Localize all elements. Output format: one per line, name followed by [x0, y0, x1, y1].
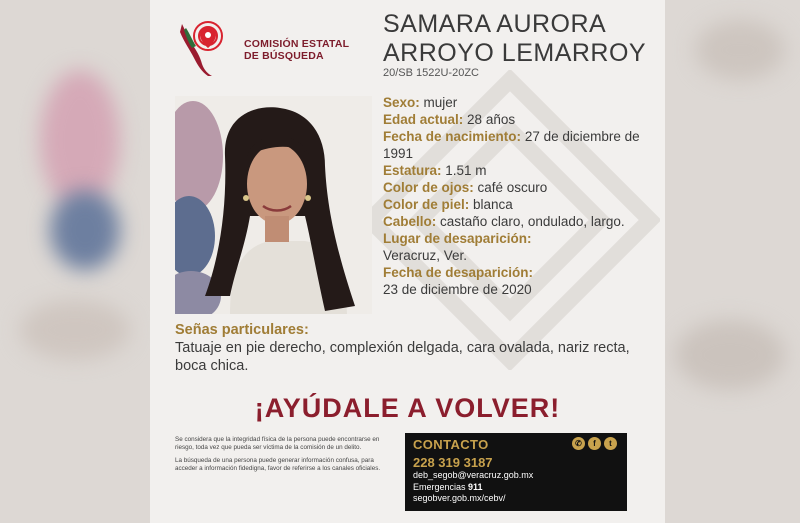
logo-line1: COMISIÓN ESTATAL [244, 38, 350, 50]
distinguishing-marks-label: Señas particulares: [175, 322, 309, 338]
contact-title: CONTACTO [413, 437, 489, 452]
detail-edad [383, 111, 665, 128]
contact-url[interactable]: segobver.gob.mx/cebv/ [413, 493, 506, 503]
detail-value: castaño claro, ondulado, largo. [440, 214, 625, 229]
emergency-number[interactable]: 911 [468, 481, 483, 492]
whatsapp-icon[interactable]: ✆ [572, 437, 585, 450]
contact-phone[interactable]: 228 319 3187 [413, 455, 493, 470]
detail-lugar-desaparicion [383, 230, 665, 264]
detail-estatura [383, 162, 665, 179]
detail-fecha-desaparicion [383, 264, 665, 298]
detail-label: Fecha de nacimiento: [383, 129, 522, 144]
veracruz-map-pin-icon [172, 14, 232, 78]
detail-fecha-nacimiento [383, 128, 665, 162]
person-photo [175, 96, 372, 314]
detail-color-ojos [383, 179, 665, 196]
detail-value: Veracruz, Ver. [383, 248, 468, 263]
distinguishing-marks-text: Tatuaje en pie derecho, complexión delgada, cara ovalada, nariz recta, boca chica. [175, 340, 630, 374]
detail-label: Color de ojos: [383, 180, 474, 195]
contact-email[interactable]: deb_segob@veracruz.gob.mx [413, 470, 534, 480]
detail-sexo [383, 94, 665, 111]
twitter-icon[interactable]: t [604, 437, 617, 450]
detail-cabello [383, 213, 665, 230]
person-name-line2: ARROYO LEMARROY [383, 39, 647, 67]
disclaimer-paragraph-2: La búsqueda de una persona puede generar información confusa, para acceder a información fidedigna, favor de referirse a los canales oficiales. [175, 457, 381, 472]
person-name-line1: SAMARA AURORA [383, 10, 607, 38]
facebook-icon[interactable]: f [588, 437, 601, 450]
logo-line2: DE BÚSQUEDA [244, 50, 324, 62]
blurred-background-left [0, 0, 150, 523]
detail-value: 1.51 m [445, 163, 487, 178]
contact-box [405, 433, 627, 511]
detail-label: Estatura: [383, 163, 442, 178]
person-name [383, 10, 663, 68]
contact-icons [572, 437, 617, 450]
detail-label: Sexo: [383, 95, 420, 110]
distinguishing-marks [175, 321, 645, 375]
detail-value: 23 de diciembre de 2020 [383, 282, 532, 297]
detail-color-piel [383, 196, 665, 213]
disclaimer [175, 436, 390, 478]
detail-value: blanca [473, 197, 513, 212]
blurred-background-right [665, 0, 800, 523]
detail-value: mujer [423, 95, 458, 110]
logo-text [244, 38, 349, 62]
detail-value: 27 de diciembre de 1991 [383, 129, 640, 161]
detail-label: Lugar de desaparición: [383, 231, 532, 246]
logo-comision-estatal-de-busqueda [172, 14, 372, 78]
emergency-label: Emergencias [413, 481, 466, 492]
detail-label: Edad actual: [383, 112, 464, 127]
call-to-action: ¡AYÚDALE A VOLVER! [254, 393, 561, 423]
detail-label: Color de piel: [383, 197, 470, 212]
detail-label: Cabello: [383, 214, 437, 229]
detail-value: café oscuro [477, 180, 548, 195]
contact-emergency [413, 482, 619, 494]
detail-value: 28 años [467, 112, 516, 127]
person-details [383, 94, 665, 298]
detail-label: Fecha de desaparición: [383, 265, 534, 280]
disclaimer-paragraph-1: Se considera que la integridad física de la persona puede encontrarse en riesgo, toda vez que pueda ser víctima de la comisión de un delito. [175, 436, 380, 451]
case-id: 20/SB 1522U-20ZC [383, 67, 479, 79]
missing-person-poster [150, 0, 665, 523]
